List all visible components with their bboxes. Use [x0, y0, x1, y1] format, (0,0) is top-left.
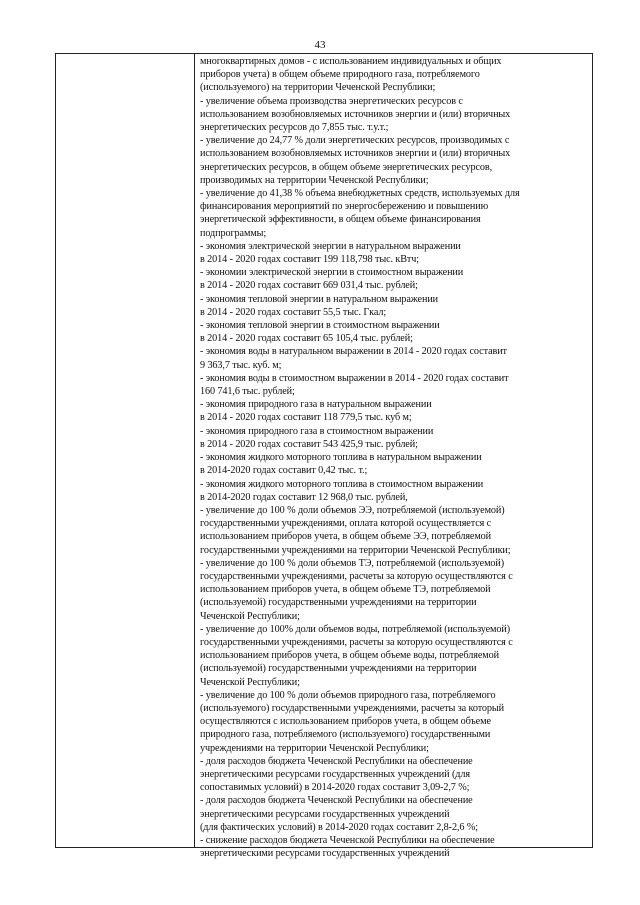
- body-text-line: (для фактических условий) в 2014-2020 годах составит 2,8-2,6 %;: [200, 821, 478, 833]
- body-text-line: - экономия тепловой энергии в стоимостном выражении: [200, 320, 440, 332]
- body-text-line: - увеличение объема производства энергетических ресурсов с: [200, 95, 463, 107]
- body-text-line: использованием возобновляемых источников энергии и (или) вторичных: [200, 148, 511, 160]
- body-text-line: в 2014 - 2020 годах составит 669 031,4 тыс. рублей;: [200, 280, 418, 292]
- body-text-line: (используемого) на территории Чеченской Республики;: [200, 82, 436, 94]
- body-text-line: в 2014-2020 годах составит 12 968,0 тыс. рублей,: [200, 491, 408, 503]
- body-text-line: энергетическими ресурсами государственных учреждений (для: [200, 768, 470, 780]
- body-text-line: в 2014 - 2020 годах составит 55,5 тыс. Гкал;: [200, 306, 387, 318]
- body-text-line: - снижение расходов бюджета Чеченской Республики на обеспечение: [200, 834, 495, 846]
- body-text-line: учреждениями на территории Чеченской Республики;: [200, 742, 429, 754]
- body-text-line: Чеченской Республики;: [200, 676, 300, 688]
- body-text-line: (используемой) государственными учреждениями на территории: [200, 663, 477, 675]
- body-text-line: в 2014 - 2020 годах составит 65 105,4 тыс. рублей;: [200, 333, 413, 345]
- body-text-line: - увеличение до 100 % доли объемов ЭЭ, потребляемой (используемой): [200, 504, 505, 516]
- body-text-line: - увеличение до 24,77 % доли энергетических ресурсов, производимых с: [200, 135, 510, 147]
- body-text-line: производимых на территории Чеченской Республики;: [200, 174, 429, 186]
- body-text-line: государственными учреждениями, оплата которой осуществляется с: [200, 518, 492, 530]
- body-text-line: энергетической эффективности, в общем объеме финансирования: [200, 214, 481, 226]
- body-text-line: 9 363,7 тыс. куб. м;: [200, 359, 282, 371]
- body-text-line: (используемой) государственными учреждениями на территории: [200, 597, 477, 609]
- body-text-line: энергетическими ресурсами государственных учреждений: [200, 808, 450, 820]
- body-text-line: сопоставимых условий) в 2014-2020 годах составит 3,09-2,7 %;: [200, 782, 470, 794]
- body-text-line: использованием приборов учета, в общем объеме ЭЭ, потребляемой: [200, 531, 492, 543]
- body-text-line: природного газа, потребляемого (используемого) государственными: [200, 729, 491, 741]
- body-text-line: в 2014-2020 годах составит 0,42 тыс. т.;: [200, 465, 368, 477]
- body-text-line: энергетических ресурсов до 7,855 тыс. т.у.т.;: [200, 122, 389, 134]
- body-text-line: финансирования мероприятий по энергосбережению и повышению: [200, 201, 489, 213]
- table-right-column: [200, 55, 590, 860]
- body-text-line: - экономия электрической энергии в натуральном выражении: [200, 240, 461, 252]
- body-text-line: - экономия воды в натуральном выражении в 2014 - 2020 годах составит: [200, 346, 507, 358]
- body-text-line: использованием приборов учета, в общем объеме ТЭ, потребляемой: [200, 584, 491, 596]
- body-text-line: государственными учреждениями, расчеты за которую осуществляются с: [200, 636, 513, 648]
- body-text-line: - экономия природного газа в натуральном выражении: [200, 399, 432, 411]
- body-text-line: - экономия жидкого моторного топлива в стоимостном выражении: [200, 478, 484, 490]
- body-text-line: в 2014 - 2020 годах составит 543 425,9 тыс. рублей;: [200, 438, 418, 450]
- page-number: 43: [314, 39, 326, 51]
- body-text-line: 160 741,6 тыс. рублей;: [200, 386, 295, 398]
- body-text-line: в 2014 - 2020 годах составит 199 118,798 тыс. кВтч;: [200, 254, 420, 266]
- body-text-line: энергетическими ресурсами государственных учреждений: [200, 848, 450, 860]
- body-text-line: осуществляются с использованием приборов учета, в общем объеме: [200, 716, 491, 728]
- document-table: [55, 53, 593, 860]
- body-text-line: (используемого) государственными учреждениями, расчеты за который: [200, 702, 505, 714]
- body-text-line: подпрограммы;: [200, 227, 267, 239]
- body-text-line: - экономии электрической энергии в стоимостном выражении: [200, 267, 464, 279]
- body-text-line: - увеличение до 100 % доли объемов природного газа, потребляемого: [200, 689, 496, 701]
- body-text-line: - экономия тепловой энергии в натуральном выражении: [200, 293, 439, 305]
- body-text-line: государственными учреждениями на территории Чеченской Республики;: [200, 544, 511, 556]
- body-text-line: многоквартирных домов - с использованием индивидуальных и общих: [200, 56, 502, 67]
- body-text-line: - доля расходов бюджета Чеченской Республики на обеспечение: [200, 755, 473, 767]
- body-text-line: государственными учреждениями, расчеты за которую осуществляются с: [200, 570, 513, 582]
- body-text-line: - увеличение до 100 % доли объемов ТЭ, потребляемой (используемой): [200, 557, 505, 569]
- body-text-line: использованием приборов учета, в общем объеме воды, потребляемой: [200, 650, 499, 662]
- body-text-line: в 2014 - 2020 годах составит 118 779,5 тыс. куб м;: [200, 412, 412, 424]
- body-text-line: - экономия жидкого моторного топлива в натуральном выражении: [200, 452, 482, 464]
- body-text-line: - экономия природного газа в стоимостном выражении: [200, 425, 434, 437]
- body-text-line: - доля расходов бюджета Чеченской Республики на обеспечение: [200, 795, 473, 807]
- body-text-line: приборов учета) в общем объеме природного газа, потребляемого: [200, 69, 480, 81]
- body-text-line: энергетических ресурсов, в общем объеме энергетических ресурсов,: [200, 161, 493, 173]
- body-text-line: Чеченской Республики;: [200, 610, 300, 622]
- table-left-column: [56, 54, 195, 847]
- body-text-line: использованием возобновляемых источников энергии и (или) вторичных: [200, 108, 511, 120]
- body-text-line: - экономия воды в стоимостном выражении в 2014 - 2020 годах составит: [200, 372, 509, 384]
- body-text-line: - увеличение до 41,38 % объема внебюджетных средств, используемых для: [200, 188, 520, 200]
- body-text-line: - увеличение до 100% доли объемов воды, потребляемой (используемой): [200, 623, 511, 635]
